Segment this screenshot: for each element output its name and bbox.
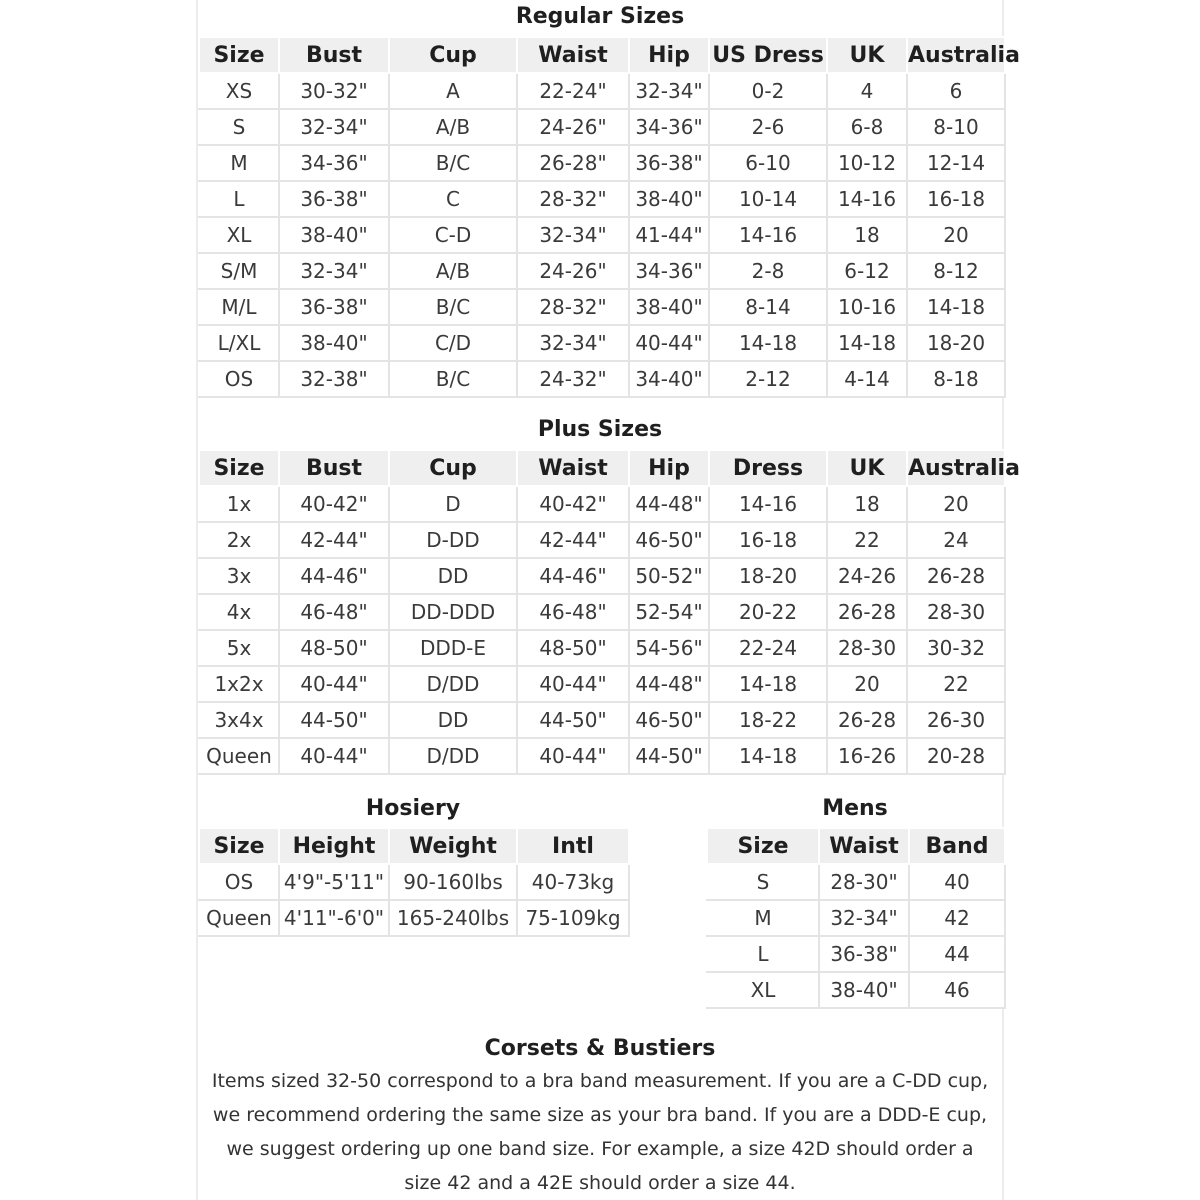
regular-header-cell: Bust	[279, 37, 389, 73]
regular-cell: 8-10	[907, 109, 1005, 145]
plus-cell: 3x	[199, 558, 279, 594]
plus-cell: 44-48"	[629, 486, 709, 522]
plus-header-cell: Australia	[907, 450, 1005, 486]
plus-cell: 50-52"	[629, 558, 709, 594]
mens-cell: 36-38"	[819, 936, 909, 972]
plus-cell: 28-30	[827, 630, 907, 666]
hosiery-header-cell: Size	[199, 828, 279, 864]
corsets-title: Corsets & Bustiers	[484, 1036, 716, 1061]
plus-cell: 1x	[199, 486, 279, 522]
regular-header-row	[199, 37, 1005, 73]
regular-cell: 10-16	[827, 289, 907, 325]
regular-cell: 14-18	[907, 289, 1005, 325]
regular-cell: 40-44"	[629, 325, 709, 361]
regular-cell: 32-38"	[279, 361, 389, 397]
plus-cell: 52-54"	[629, 594, 709, 630]
regular-cell: L/XL	[199, 325, 279, 361]
plus-cell: D	[389, 486, 517, 522]
regular-cell: 10-12	[827, 145, 907, 181]
plus-cell: D/DD	[389, 666, 517, 702]
mens-cell: 42	[909, 900, 1005, 936]
mens-cell: S	[707, 864, 819, 900]
regular-cell: 18	[827, 217, 907, 253]
regular-cell: S	[199, 109, 279, 145]
table-row	[199, 558, 1005, 594]
plus-cell: 20-28	[907, 738, 1005, 774]
plus-cell: 22-24	[709, 630, 827, 666]
mens-header-cell: Size	[707, 828, 819, 864]
plus-cell: DDD-E	[389, 630, 517, 666]
plus-cell: 44-50"	[279, 702, 389, 738]
plus-cell: 20	[907, 486, 1005, 522]
plus-cell: 48-50"	[517, 630, 629, 666]
regular-cell: 6-8	[827, 109, 907, 145]
regular-cell: 16-18	[907, 181, 1005, 217]
plus-cell: 46-50"	[629, 522, 709, 558]
regular-cell: 2-12	[709, 361, 827, 397]
regular-cell: 38-40"	[279, 325, 389, 361]
mens-cell: M	[707, 900, 819, 936]
regular-cell: 14-18	[709, 325, 827, 361]
mens-header-cell: Band	[909, 828, 1005, 864]
hosiery-table	[198, 827, 630, 937]
plus-cell: 44-46"	[279, 558, 389, 594]
regular-cell: 8-18	[907, 361, 1005, 397]
table-row	[199, 666, 1005, 702]
plus-cell: 30-32	[907, 630, 1005, 666]
regular-cell: 20	[907, 217, 1005, 253]
regular-cell: B/C	[389, 361, 517, 397]
plus-cell: D-DD	[389, 522, 517, 558]
corsets-line: size 42 and a 42E should order a size 44.	[404, 1172, 796, 1194]
regular-cell: 14-16	[709, 217, 827, 253]
regular-header-cell: Waist	[517, 37, 629, 73]
regular-cell: 26-28"	[517, 145, 629, 181]
plus-cell: 18-20	[709, 558, 827, 594]
regular-cell: 34-36"	[629, 109, 709, 145]
plus-cell: 44-50"	[517, 702, 629, 738]
regular-cell: 32-34"	[629, 73, 709, 109]
regular-cell: 38-40"	[629, 181, 709, 217]
hosiery-cell: 4'9"-5'11"	[279, 864, 389, 900]
regular-cell: 8-14	[709, 289, 827, 325]
plus-cell: 44-46"	[517, 558, 629, 594]
table-row	[199, 702, 1005, 738]
plus-cell: 40-44"	[279, 738, 389, 774]
regular-cell: 2-6	[709, 109, 827, 145]
plus-cell: 4x	[199, 594, 279, 630]
plus-cell: 24-26	[827, 558, 907, 594]
plus-cell: Queen	[199, 738, 279, 774]
regular-cell: S/M	[199, 253, 279, 289]
plus-sizes-title: Plus Sizes	[537, 417, 663, 442]
regular-header-cell: Hip	[629, 37, 709, 73]
plus-sizes-table	[198, 449, 1020, 775]
regular-cell: 32-34"	[279, 109, 389, 145]
hosiery-cell: 4'11"-6'0"	[279, 900, 389, 936]
regular-cell: 41-44"	[629, 217, 709, 253]
plus-cell: DD-DDD	[389, 594, 517, 630]
plus-cell: 26-28	[827, 594, 907, 630]
plus-cell: 16-26	[827, 738, 907, 774]
regular-cell: 24-26"	[517, 109, 629, 145]
plus-header-cell: Dress	[709, 450, 827, 486]
table-row	[199, 217, 1005, 253]
corsets-line: Items sized 32-50 correspond to a bra band measurement. If you are a C-DD cup,	[211, 1070, 989, 1092]
regular-cell: B/C	[389, 145, 517, 181]
regular-cell: 24-26"	[517, 253, 629, 289]
plus-cell: 44-50"	[629, 738, 709, 774]
plus-cell: DD	[389, 702, 517, 738]
mens-cell: L	[707, 936, 819, 972]
table-row	[707, 900, 1005, 936]
regular-sizes-title: Regular Sizes	[515, 4, 685, 29]
mens-table	[706, 827, 1006, 1009]
regular-cell: 12-14	[907, 145, 1005, 181]
regular-cell: B/C	[389, 289, 517, 325]
regular-cell: 8-12	[907, 253, 1005, 289]
regular-cell: A/B	[389, 253, 517, 289]
plus-cell: 5x	[199, 630, 279, 666]
hosiery-cell: OS	[199, 864, 279, 900]
regular-cell: 28-32"	[517, 289, 629, 325]
regular-cell: 34-36"	[629, 253, 709, 289]
hosiery-header-cell: Weight	[389, 828, 517, 864]
plus-cell: 3x4x	[199, 702, 279, 738]
regular-header-cell: Australia	[907, 37, 1005, 73]
plus-cell: 14-18	[709, 738, 827, 774]
plus-cell: 40-44"	[279, 666, 389, 702]
plus-cell: 40-44"	[517, 738, 629, 774]
hosiery-header-cell: Intl	[517, 828, 629, 864]
plus-cell: 20	[827, 666, 907, 702]
mens-title: Mens	[822, 796, 888, 821]
hosiery-header-cell: Height	[279, 828, 389, 864]
regular-cell: XL	[199, 217, 279, 253]
plus-cell: 20-22	[709, 594, 827, 630]
table-row	[199, 594, 1005, 630]
plus-cell: 28-30	[907, 594, 1005, 630]
regular-cell: M/L	[199, 289, 279, 325]
plus-cell: 42-44"	[517, 522, 629, 558]
regular-header-cell: Size	[199, 37, 279, 73]
hosiery-cell: Queen	[199, 900, 279, 936]
regular-cell: M	[199, 145, 279, 181]
plus-cell: 1x2x	[199, 666, 279, 702]
plus-cell: 16-18	[709, 522, 827, 558]
regular-cell: 0-2	[709, 73, 827, 109]
plus-cell: DD	[389, 558, 517, 594]
plus-cell: 2x	[199, 522, 279, 558]
regular-cell: 30-32"	[279, 73, 389, 109]
regular-cell: C	[389, 181, 517, 217]
mens-cell: 28-30"	[819, 864, 909, 900]
regular-cell: A	[389, 73, 517, 109]
regular-cell: 34-40"	[629, 361, 709, 397]
table-row	[199, 630, 1005, 666]
mens-cell: 44	[909, 936, 1005, 972]
regular-cell: 4-14	[827, 361, 907, 397]
regular-header-cell: US Dress	[709, 37, 827, 73]
regular-cell: 36-38"	[279, 289, 389, 325]
plus-header-cell: Cup	[389, 450, 517, 486]
table-row	[199, 361, 1005, 397]
regular-cell: 38-40"	[279, 217, 389, 253]
hosiery-cell: 40-73kg	[517, 864, 629, 900]
table-row	[199, 486, 1005, 522]
table-row	[199, 145, 1005, 181]
plus-cell: D/DD	[389, 738, 517, 774]
table-row	[707, 936, 1005, 972]
regular-cell: 36-38"	[279, 181, 389, 217]
plus-cell: 48-50"	[279, 630, 389, 666]
regular-cell: 28-32"	[517, 181, 629, 217]
mens-cell: 32-34"	[819, 900, 909, 936]
regular-cell: 6-10	[709, 145, 827, 181]
plus-cell: 46-48"	[279, 594, 389, 630]
table-row	[199, 253, 1005, 289]
plus-header-cell: Hip	[629, 450, 709, 486]
mens-header-row	[707, 828, 1005, 864]
regular-cell: 32-34"	[517, 217, 629, 253]
regular-cell: 6-12	[827, 253, 907, 289]
mens-header-cell: Waist	[819, 828, 909, 864]
plus-cell: 26-28	[827, 702, 907, 738]
plus-cell: 14-16	[709, 486, 827, 522]
mens-cell: XL	[707, 972, 819, 1008]
table-row	[707, 972, 1005, 1008]
table-row	[707, 864, 1005, 900]
plus-cell: 18	[827, 486, 907, 522]
regular-cell: 2-8	[709, 253, 827, 289]
mens-cell: 46	[909, 972, 1005, 1008]
hosiery-cell: 75-109kg	[517, 900, 629, 936]
plus-cell: 24	[907, 522, 1005, 558]
regular-cell: 22-24"	[517, 73, 629, 109]
regular-cell: 18-20	[907, 325, 1005, 361]
plus-cell: 18-22	[709, 702, 827, 738]
plus-cell: 40-42"	[279, 486, 389, 522]
regular-sizes-table	[198, 36, 1020, 398]
regular-cell: 6	[907, 73, 1005, 109]
table-row	[199, 181, 1005, 217]
table-row	[199, 864, 629, 900]
regular-cell: OS	[199, 361, 279, 397]
regular-cell: 10-14	[709, 181, 827, 217]
regular-cell: C/D	[389, 325, 517, 361]
corsets-line: we suggest ordering up one band size. For example, a size 42D should order a	[226, 1138, 974, 1160]
plus-cell: 46-50"	[629, 702, 709, 738]
hosiery-cell: 165-240lbs	[389, 900, 517, 936]
regular-cell: A/B	[389, 109, 517, 145]
corsets-line: we recommend ordering the same size as your bra band. If you are a DDD-E cup,	[212, 1104, 988, 1126]
hosiery-title: Hosiery	[365, 796, 461, 821]
mens-cell: 38-40"	[819, 972, 909, 1008]
regular-cell: L	[199, 181, 279, 217]
plus-header-cell: Waist	[517, 450, 629, 486]
regular-cell: 32-34"	[517, 325, 629, 361]
plus-cell: 22	[827, 522, 907, 558]
plus-cell: 40-44"	[517, 666, 629, 702]
regular-header-cell: Cup	[389, 37, 517, 73]
plus-cell: 46-48"	[517, 594, 629, 630]
plus-cell: 40-42"	[517, 486, 629, 522]
regular-cell: C-D	[389, 217, 517, 253]
regular-cell: 14-18	[827, 325, 907, 361]
regular-cell: 4	[827, 73, 907, 109]
hosiery-cell: 90-160lbs	[389, 864, 517, 900]
regular-cell: 38-40"	[629, 289, 709, 325]
table-row	[199, 109, 1005, 145]
regular-cell: 14-16	[827, 181, 907, 217]
plus-header-cell: UK	[827, 450, 907, 486]
plus-cell: 14-18	[709, 666, 827, 702]
plus-cell: 22	[907, 666, 1005, 702]
plus-cell: 26-30	[907, 702, 1005, 738]
table-row	[199, 73, 1005, 109]
regular-cell: 24-32"	[517, 361, 629, 397]
mens-cell: 40	[909, 864, 1005, 900]
regular-cell: 34-36"	[279, 145, 389, 181]
regular-header-cell: UK	[827, 37, 907, 73]
plus-cell: 54-56"	[629, 630, 709, 666]
regular-cell: 32-34"	[279, 253, 389, 289]
regular-cell: XS	[199, 73, 279, 109]
corsets-description	[200, 1064, 1000, 1200]
table-row	[199, 900, 629, 936]
regular-cell: 36-38"	[629, 145, 709, 181]
plus-cell: 44-48"	[629, 666, 709, 702]
hosiery-header-row	[199, 828, 629, 864]
plus-header-cell: Size	[199, 450, 279, 486]
plus-cell: 26-28	[907, 558, 1005, 594]
table-row	[199, 325, 1005, 361]
table-row	[199, 522, 1005, 558]
table-row	[199, 289, 1005, 325]
table-row	[199, 738, 1005, 774]
plus-header-row	[199, 450, 1005, 486]
plus-header-cell: Bust	[279, 450, 389, 486]
plus-cell: 42-44"	[279, 522, 389, 558]
